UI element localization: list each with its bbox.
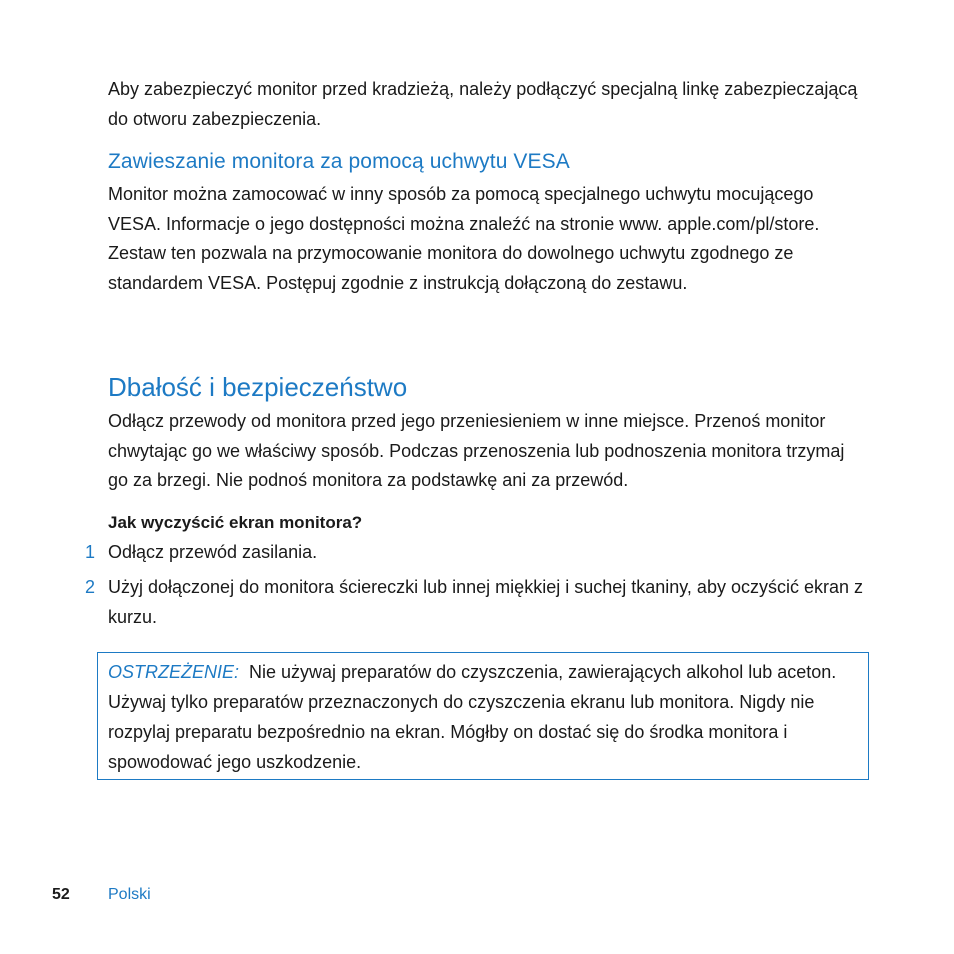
vesa-paragraph: Monitor można zamocować w inny sposób za pomocą specjalnego uchwytu mocującego VESA. Informacje o jego dostępności można znaleźć na stronie www. apple.com/pl/store. Zestaw ten pozwala na przymocowanie monitora do dowolnego uchwytu zgodnego ze standardem VESA. Postępuj zgodnie z instrukcją dołączoną do zestawu.	[108, 184, 820, 293]
step-number: 1	[85, 542, 96, 562]
intro-paragraph: Aby zabezpieczyć monitor przed kradzieżą, należy podłączyć specjalną linkę zabezpieczającą do otworu zabezpieczenia.	[108, 79, 858, 129]
warning-text: Nie używaj preparatów do czyszczenia, zawierających alkohol lub aceton. Używaj tylko preparatów przeznaczonych do czyszczenia ekranu lub monitora. Nigdy nie rozpylaj preparatu bezpośrednio na ekran. Mógłby on dostać się do środka monitora i spowodować jego uszkodzenie.	[108, 662, 837, 772]
cleaning-heading: Jak wyczyścić ekran monitora?	[108, 513, 363, 532]
warning-box	[97, 652, 869, 780]
care-paragraph: Odłącz przewody od monitora przed jego przeniesieniem w inne miejsce. Przenoś monitor chwytając go we właściwy sposób. Podczas przenoszenia lub podnoszenia monitora trzymaj go za brzegi. Nie podnoś monitora za podstawkę ani za przewód.	[108, 411, 845, 490]
care-heading: Dbałość i bezpieczeństwo	[108, 372, 408, 402]
page-number: 52	[52, 886, 70, 903]
warning-label: OSTRZEŻENIE:	[108, 662, 240, 682]
warning-content	[108, 657, 858, 777]
footer-language: Polski	[108, 886, 151, 903]
vesa-heading: Zawieszanie monitora za pomocą uchwytu VESA	[108, 150, 570, 173]
step-text: Użyj dołączonej do monitora ściereczki lub innej miękkiej i suchej tkaniny, aby oczyścić ekran z kurzu.	[108, 577, 863, 627]
step-text: Odłącz przewód zasilania.	[108, 542, 318, 562]
step-number: 2	[85, 577, 96, 597]
